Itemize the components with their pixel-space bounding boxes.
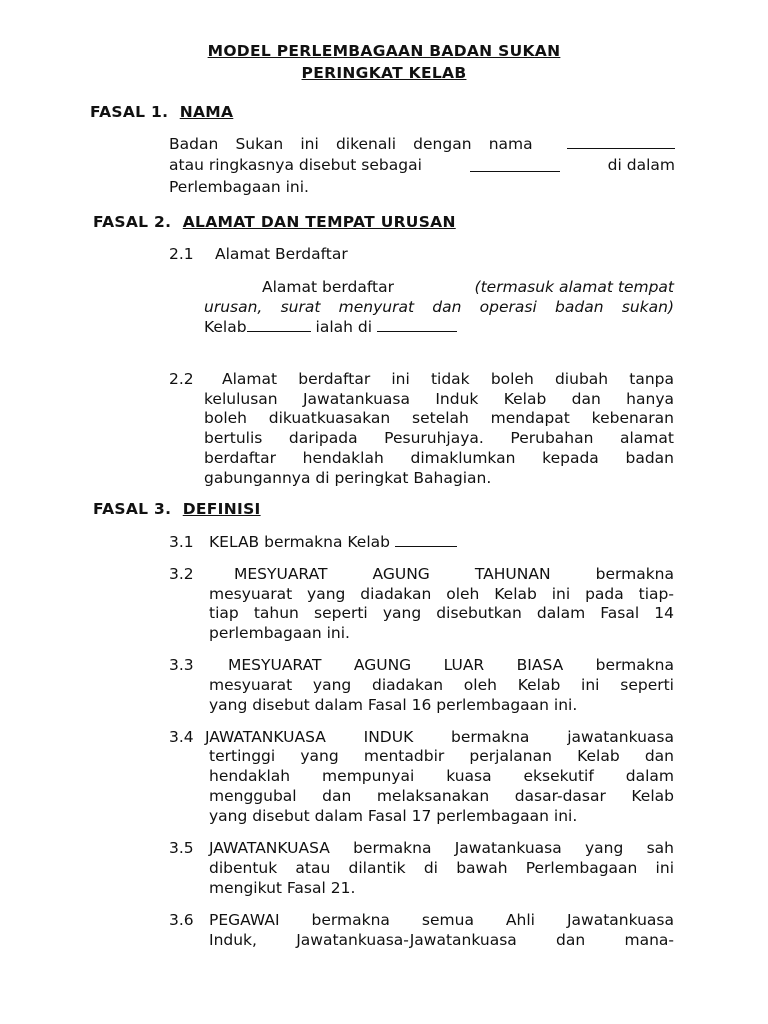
section-3-4-line-1: JAWATANKUASA INDUK bermakna jawatankuasa xyxy=(205,728,674,746)
section-2-2-line-6: gabungannya di peringkat Bahagian. xyxy=(204,469,492,487)
abbreviation-blank xyxy=(470,157,560,172)
section-2-1-line-2: urusan, surat menyurat dan operasi badan sukan) xyxy=(204,298,674,316)
section-3-4-number: 3.4 xyxy=(169,728,194,746)
section-3-3-line-1: MESYUARAT AGUNG LUAR BIASA bermakna xyxy=(228,656,674,674)
section-3-2-line-2: mesyuarat yang diadakan oleh Kelab ini pada tiap- xyxy=(209,585,674,603)
fasal-1-label: FASAL 1. xyxy=(90,103,169,121)
fasal-1-heading xyxy=(90,102,233,122)
address-blank xyxy=(377,317,457,332)
section-3-1-number: 3.1 xyxy=(169,533,194,551)
section-3-5-line-3: mengikut Fasal 21. xyxy=(209,879,356,897)
section-3-1-text: KELAB bermakna Kelab xyxy=(209,532,457,552)
section-2-1-title: Alamat Berdaftar xyxy=(215,245,348,263)
document-title-line-1: MODEL PERLEMBAGAAN BADAN SUKAN xyxy=(207,42,561,60)
section-3-5-line-2: dibentuk atau dilantik di bawah Perlembagaan ini xyxy=(209,859,674,877)
section-3-6-line-2: Induk, Jawatankuasa-Jawatankuasa dan mana- xyxy=(209,931,674,949)
club-name-blank xyxy=(567,134,675,149)
section-2-1-line-1: Alamat berdaftar (termasuk alamat tempat xyxy=(262,278,674,296)
section-3-4-line-3: hendaklah mempunyai kuasa eksekutif dalam xyxy=(209,767,674,785)
section-2-2-line-2: kelulusan Jawatankuasa Induk Kelab dan hanya xyxy=(204,390,674,408)
club-blank xyxy=(247,317,311,332)
section-3-4-line-4: menggubal dan melaksanakan dasar-dasar Kelab xyxy=(209,787,674,805)
section-3-6-line-1: PEGAWAI bermakna semua Ahli Jawatankuasa xyxy=(209,911,674,929)
kelab-blank xyxy=(395,532,457,547)
section-3-3-line-3: yang disebut dalam Fasal 16 perlembagaan ini. xyxy=(209,696,578,714)
section-3-6-number: 3.6 xyxy=(169,911,194,929)
fasal-3-label: FASAL 3. xyxy=(93,500,172,518)
section-3-2-line-4: perlembagaan ini. xyxy=(209,624,350,642)
section-3-2-line-1: MESYUARAT AGUNG TAHUNAN bermakna xyxy=(234,565,674,583)
section-3-2-line-3: tiap tahun seperti yang disebutkan dalam Fasal 14 xyxy=(209,604,674,622)
section-3-3-line-2: mesyuarat yang diadakan oleh Kelab ini seperti xyxy=(209,676,674,694)
section-3-4-line-5: yang disebut dalam Fasal 17 perlembagaan ini. xyxy=(209,807,578,825)
document-title-line-2: PERINGKAT KELAB xyxy=(301,64,467,82)
section-2-1-number: 2.1 xyxy=(169,245,194,263)
fasal-2-heading xyxy=(93,212,456,232)
fasal-3-heading xyxy=(93,499,261,519)
fasal-3-title: DEFINISI xyxy=(182,500,261,518)
fasal-1-line-3: Perlembagaan ini. xyxy=(169,178,309,196)
section-3-2-number: 3.2 xyxy=(169,565,194,583)
section-2-2-number: 2.2 xyxy=(169,370,194,388)
fasal-2-title: ALAMAT DAN TEMPAT URUSAN xyxy=(182,213,456,231)
section-2-2-line-4: bertulis daripada Pesuruhjaya. Perubahan alamat xyxy=(204,429,674,447)
section-2-2-line-3: boleh dikuatkuasakan setelah mendapat kebenaran xyxy=(204,409,674,427)
section-3-3-number: 3.3 xyxy=(169,656,194,674)
fasal-1-line-1: Badan Sukan ini dikenali dengan nama xyxy=(169,134,675,154)
fasal-1-title: NAMA xyxy=(179,103,234,121)
section-3-5-number: 3.5 xyxy=(169,839,194,857)
section-2-2-line-1: Alamat berdaftar ini tidak boleh diubah tanpa xyxy=(222,370,674,388)
section-2-1-line-3: Kelab ialah di xyxy=(204,317,457,337)
fasal-1-line-2: atau ringkasnya disebut sebagai di dalam xyxy=(169,156,675,174)
section-2-2-line-5: berdaftar hendaklah dimaklumkan kepada badan xyxy=(204,449,674,467)
section-3-5-line-1: JAWATANKUASA bermakna Jawatankuasa yang sah xyxy=(209,839,674,857)
fasal-2-label: FASAL 2. xyxy=(93,213,172,231)
section-3-4-line-2: tertinggi yang mentadbir perjalanan Kelab dan xyxy=(209,747,674,765)
